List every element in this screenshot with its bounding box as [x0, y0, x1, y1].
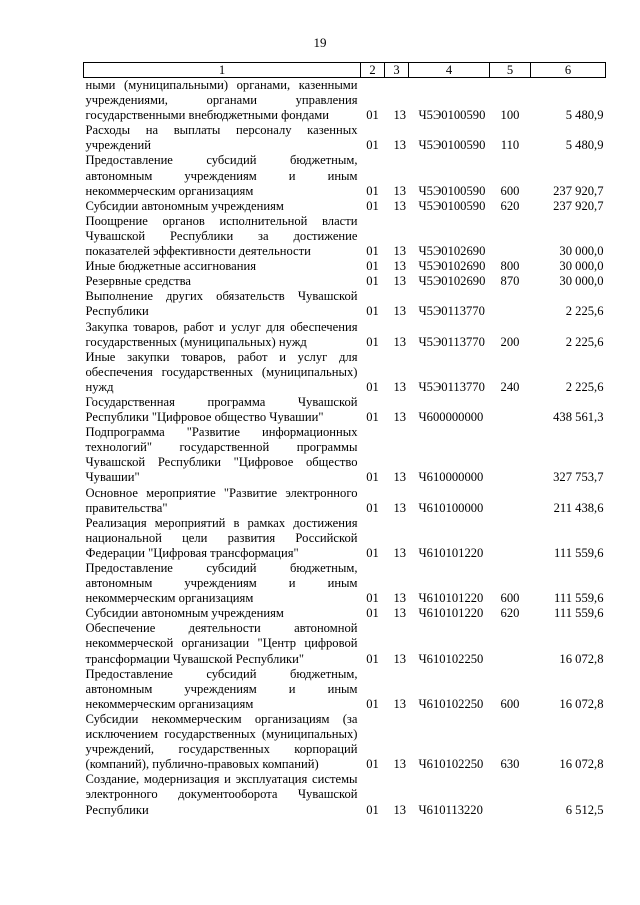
- row-ved-code: 01: [366, 274, 379, 289]
- row-name: Закупка товаров, работ и услуг для обеспечения государственных (муниципальных) нужд: [85, 319, 358, 349]
- row-expense-type: [490, 214, 531, 259]
- budget-table: [83, 62, 606, 818]
- table-row: [84, 289, 606, 319]
- row-amount: 111 559,6: [554, 545, 604, 560]
- row-target-article: Ч5Э0100590: [418, 183, 486, 198]
- table-body: [84, 78, 606, 818]
- row-name: Субсидии автономным учреждениям: [85, 198, 284, 213]
- row-amount: 327 753,7: [553, 470, 604, 485]
- row-expense-type: 620: [500, 606, 520, 621]
- table-row: [84, 153, 606, 198]
- row-amount: 16 072,8: [559, 651, 604, 666]
- row-ved-code: 01: [366, 259, 379, 274]
- row-name: Подпрограмма "Развитие информационных технологий" государственной программы Чувашской Республики "Цифровое общество Чувашии": [85, 425, 358, 485]
- row-subsection-code: 13: [393, 470, 407, 485]
- row-ved-code: 01: [366, 500, 379, 515]
- row-expense-type: 800: [500, 259, 520, 274]
- row-target-article: Ч610101220: [418, 545, 484, 560]
- row-subsection-code: 13: [393, 274, 407, 289]
- header-col-3: 3: [385, 63, 409, 78]
- row-expense-type: 620: [500, 198, 520, 213]
- row-ved-code: 01: [366, 198, 379, 213]
- row-expense-type: 630: [500, 757, 520, 772]
- table-row: [84, 561, 606, 606]
- row-ved-code: 01: [366, 183, 379, 198]
- row-target-article: Ч610113220: [418, 802, 483, 817]
- row-target-article: Ч5Э0100590: [418, 138, 486, 153]
- row-target-article: Ч5Э0102690: [418, 274, 486, 289]
- row-target-article: Ч5Э0113770: [418, 304, 485, 319]
- row-amount: 30 000,0: [559, 274, 604, 289]
- row-name: Государственная программа Чувашской Республики "Цифровое общество Чувашии": [85, 394, 358, 425]
- row-name: Субсидии некоммерческим организациям (за исключением государственных (муниципальных) учреждений, государственных корпораций (компаний), публично-правовых компаний): [85, 711, 358, 772]
- row-expense-type: 200: [500, 334, 520, 349]
- table-row: [84, 274, 606, 289]
- table-row: [84, 486, 606, 516]
- row-amount: 237 920,7: [553, 183, 604, 198]
- row-ved-code: 01: [366, 757, 379, 772]
- table-row: [84, 772, 606, 817]
- row-expense-type: [490, 395, 531, 425]
- row-ved-code: 01: [366, 138, 379, 153]
- row-subsection-code: 13: [393, 757, 407, 772]
- row-subsection-code: 13: [393, 545, 407, 560]
- row-ved-code: 01: [366, 379, 379, 394]
- row-expense-type: [490, 425, 531, 485]
- row-amount: 2 225,6: [565, 304, 604, 319]
- row-name: Обеспечение деятельности автономной некоммерческой организации "Центр цифровой трансформации Чувашской Республики": [85, 621, 358, 666]
- row-name: Основное мероприятие "Развитие электронного правительства": [85, 485, 358, 515]
- table-row: [84, 78, 606, 124]
- row-target-article: Ч5Э0100590: [418, 108, 486, 123]
- row-ved-code: 01: [366, 108, 379, 123]
- row-ved-code: 01: [366, 606, 379, 621]
- row-amount: 211 438,6: [553, 500, 604, 515]
- table-row: [84, 516, 606, 561]
- row-subsection-code: 13: [393, 108, 407, 123]
- header-col-5: 5: [490, 63, 531, 78]
- table-row: [84, 395, 606, 425]
- row-name: Предоставление субсидий бюджетным, автономным учреждениям и иным некоммерческим организациям: [85, 666, 358, 711]
- row-amount: 6 512,5: [565, 802, 604, 817]
- row-subsection-code: 13: [393, 259, 407, 274]
- row-name: Расходы на выплаты персоналу казенных учреждений: [85, 123, 358, 153]
- row-name: Выполнение других обязательств Чувашской Республики: [85, 289, 358, 319]
- row-expense-type: [490, 621, 531, 666]
- row-name: Реализация мероприятий в рамках достижения национальной цели развития Российской Федерации "Цифровая трансформация": [85, 515, 358, 560]
- table-row: [84, 606, 606, 621]
- row-amount: 5 480,9: [565, 138, 604, 153]
- row-expense-type: 110: [500, 138, 520, 153]
- table-row: [84, 199, 606, 214]
- row-subsection-code: 13: [393, 183, 407, 198]
- row-amount: 111 559,6: [554, 591, 604, 606]
- row-target-article: Ч610102250: [418, 757, 484, 772]
- row-subsection-code: 13: [393, 198, 407, 213]
- row-amount: 237 920,7: [553, 198, 604, 213]
- header-col-2: 2: [361, 63, 385, 78]
- row-target-article: Ч5Э0113770: [418, 334, 485, 349]
- row-name: Предоставление субсидий бюджетным, автономным учреждениям и иным некоммерческим организациям: [85, 153, 358, 198]
- row-target-article: Ч610101220: [418, 606, 484, 621]
- row-target-article: Ч600000000: [418, 410, 484, 425]
- row-ved-code: 01: [366, 802, 379, 817]
- row-ved-code: 01: [366, 591, 379, 606]
- row-name: Субсидии автономным учреждениям: [85, 606, 284, 621]
- row-target-article: Ч5Э0102690: [418, 259, 486, 274]
- row-amount: 5 480,9: [565, 108, 604, 123]
- row-ved-code: 01: [366, 334, 379, 349]
- row-expense-type: 240: [500, 379, 520, 394]
- row-expense-type: [490, 289, 531, 319]
- row-expense-type: 600: [500, 591, 520, 606]
- row-subsection-code: 13: [393, 304, 407, 319]
- row-subsection-code: 13: [393, 696, 407, 711]
- row-name: Резервные средства: [85, 274, 192, 289]
- row-expense-type: 600: [500, 183, 520, 198]
- row-target-article: Ч610102250: [418, 696, 484, 711]
- row-subsection-code: 13: [393, 591, 407, 606]
- table-row: [84, 320, 606, 350]
- row-expense-type: [490, 772, 531, 817]
- row-subsection-code: 13: [393, 500, 407, 515]
- row-amount: 30 000,0: [559, 259, 604, 274]
- table-row: [84, 425, 606, 485]
- row-name: ными (муниципальными) органами, казенными учреждениями, органами управления государственными внебюджетными фондами: [85, 78, 358, 123]
- row-name: Предоставление субсидий бюджетным, автономным учреждениям и иным некоммерческим организациям: [85, 561, 358, 606]
- row-ved-code: 01: [366, 304, 379, 319]
- header-col-4: 4: [409, 63, 490, 78]
- row-amount: 16 072,8: [559, 757, 604, 772]
- row-ved-code: 01: [366, 651, 379, 666]
- row-ved-code: 01: [366, 244, 379, 259]
- row-subsection-code: 13: [393, 244, 407, 259]
- table-row: [84, 667, 606, 712]
- row-subsection-code: 13: [393, 138, 407, 153]
- row-name: Поощрение органов исполнительной власти Чувашской Республики за достижение показателей эффективности деятельности: [85, 213, 358, 259]
- row-target-article: Ч5Э0102690: [418, 244, 486, 259]
- row-name: Иные бюджетные ассигнования: [85, 259, 257, 274]
- row-ved-code: 01: [366, 545, 379, 560]
- page-number: 19: [313, 35, 327, 50]
- row-target-article: Ч610102250: [418, 651, 484, 666]
- row-name: Иные закупки товаров, работ и услуг для обеспечения государственных (муниципальных) нужд: [85, 349, 358, 394]
- row-amount: 111 559,6: [554, 606, 604, 621]
- row-subsection-code: 13: [393, 651, 407, 666]
- table-row: [84, 123, 606, 153]
- table-header-row: [84, 63, 606, 78]
- row-expense-type: [490, 486, 531, 516]
- row-subsection-code: 13: [393, 379, 407, 394]
- table-row: [84, 350, 606, 395]
- row-name: Создание, модернизация и эксплуатация системы электронного документооборота Чувашской Республики: [85, 772, 358, 817]
- row-amount: 16 072,8: [559, 696, 604, 711]
- row-target-article: Ч610000000: [418, 470, 484, 485]
- row-target-article: Ч610100000: [418, 500, 484, 515]
- row-subsection-code: 13: [393, 606, 407, 621]
- row-amount: 2 225,6: [565, 379, 604, 394]
- row-subsection-code: 13: [393, 334, 407, 349]
- row-subsection-code: 13: [393, 410, 407, 425]
- table-row: [84, 259, 606, 274]
- row-target-article: Ч5Э0100590: [418, 198, 486, 213]
- table-row: [84, 621, 606, 666]
- header-col-1: 1: [84, 63, 361, 78]
- table-row: [84, 214, 606, 259]
- table-row: [84, 712, 606, 772]
- row-target-article: Ч610101220: [418, 591, 484, 606]
- row-expense-type: 870: [500, 274, 520, 289]
- row-ved-code: 01: [366, 410, 379, 425]
- row-amount: 2 225,6: [565, 334, 604, 349]
- row-subsection-code: 13: [393, 802, 407, 817]
- header-col-6: 6: [531, 63, 606, 78]
- row-expense-type: 600: [500, 696, 520, 711]
- row-ved-code: 01: [366, 696, 379, 711]
- row-target-article: Ч5Э0113770: [418, 379, 485, 394]
- row-expense-type: 100: [500, 108, 520, 123]
- row-amount: 438 561,3: [553, 410, 604, 425]
- row-ved-code: 01: [366, 470, 379, 485]
- row-amount: 30 000,0: [559, 244, 604, 259]
- row-expense-type: [490, 516, 531, 561]
